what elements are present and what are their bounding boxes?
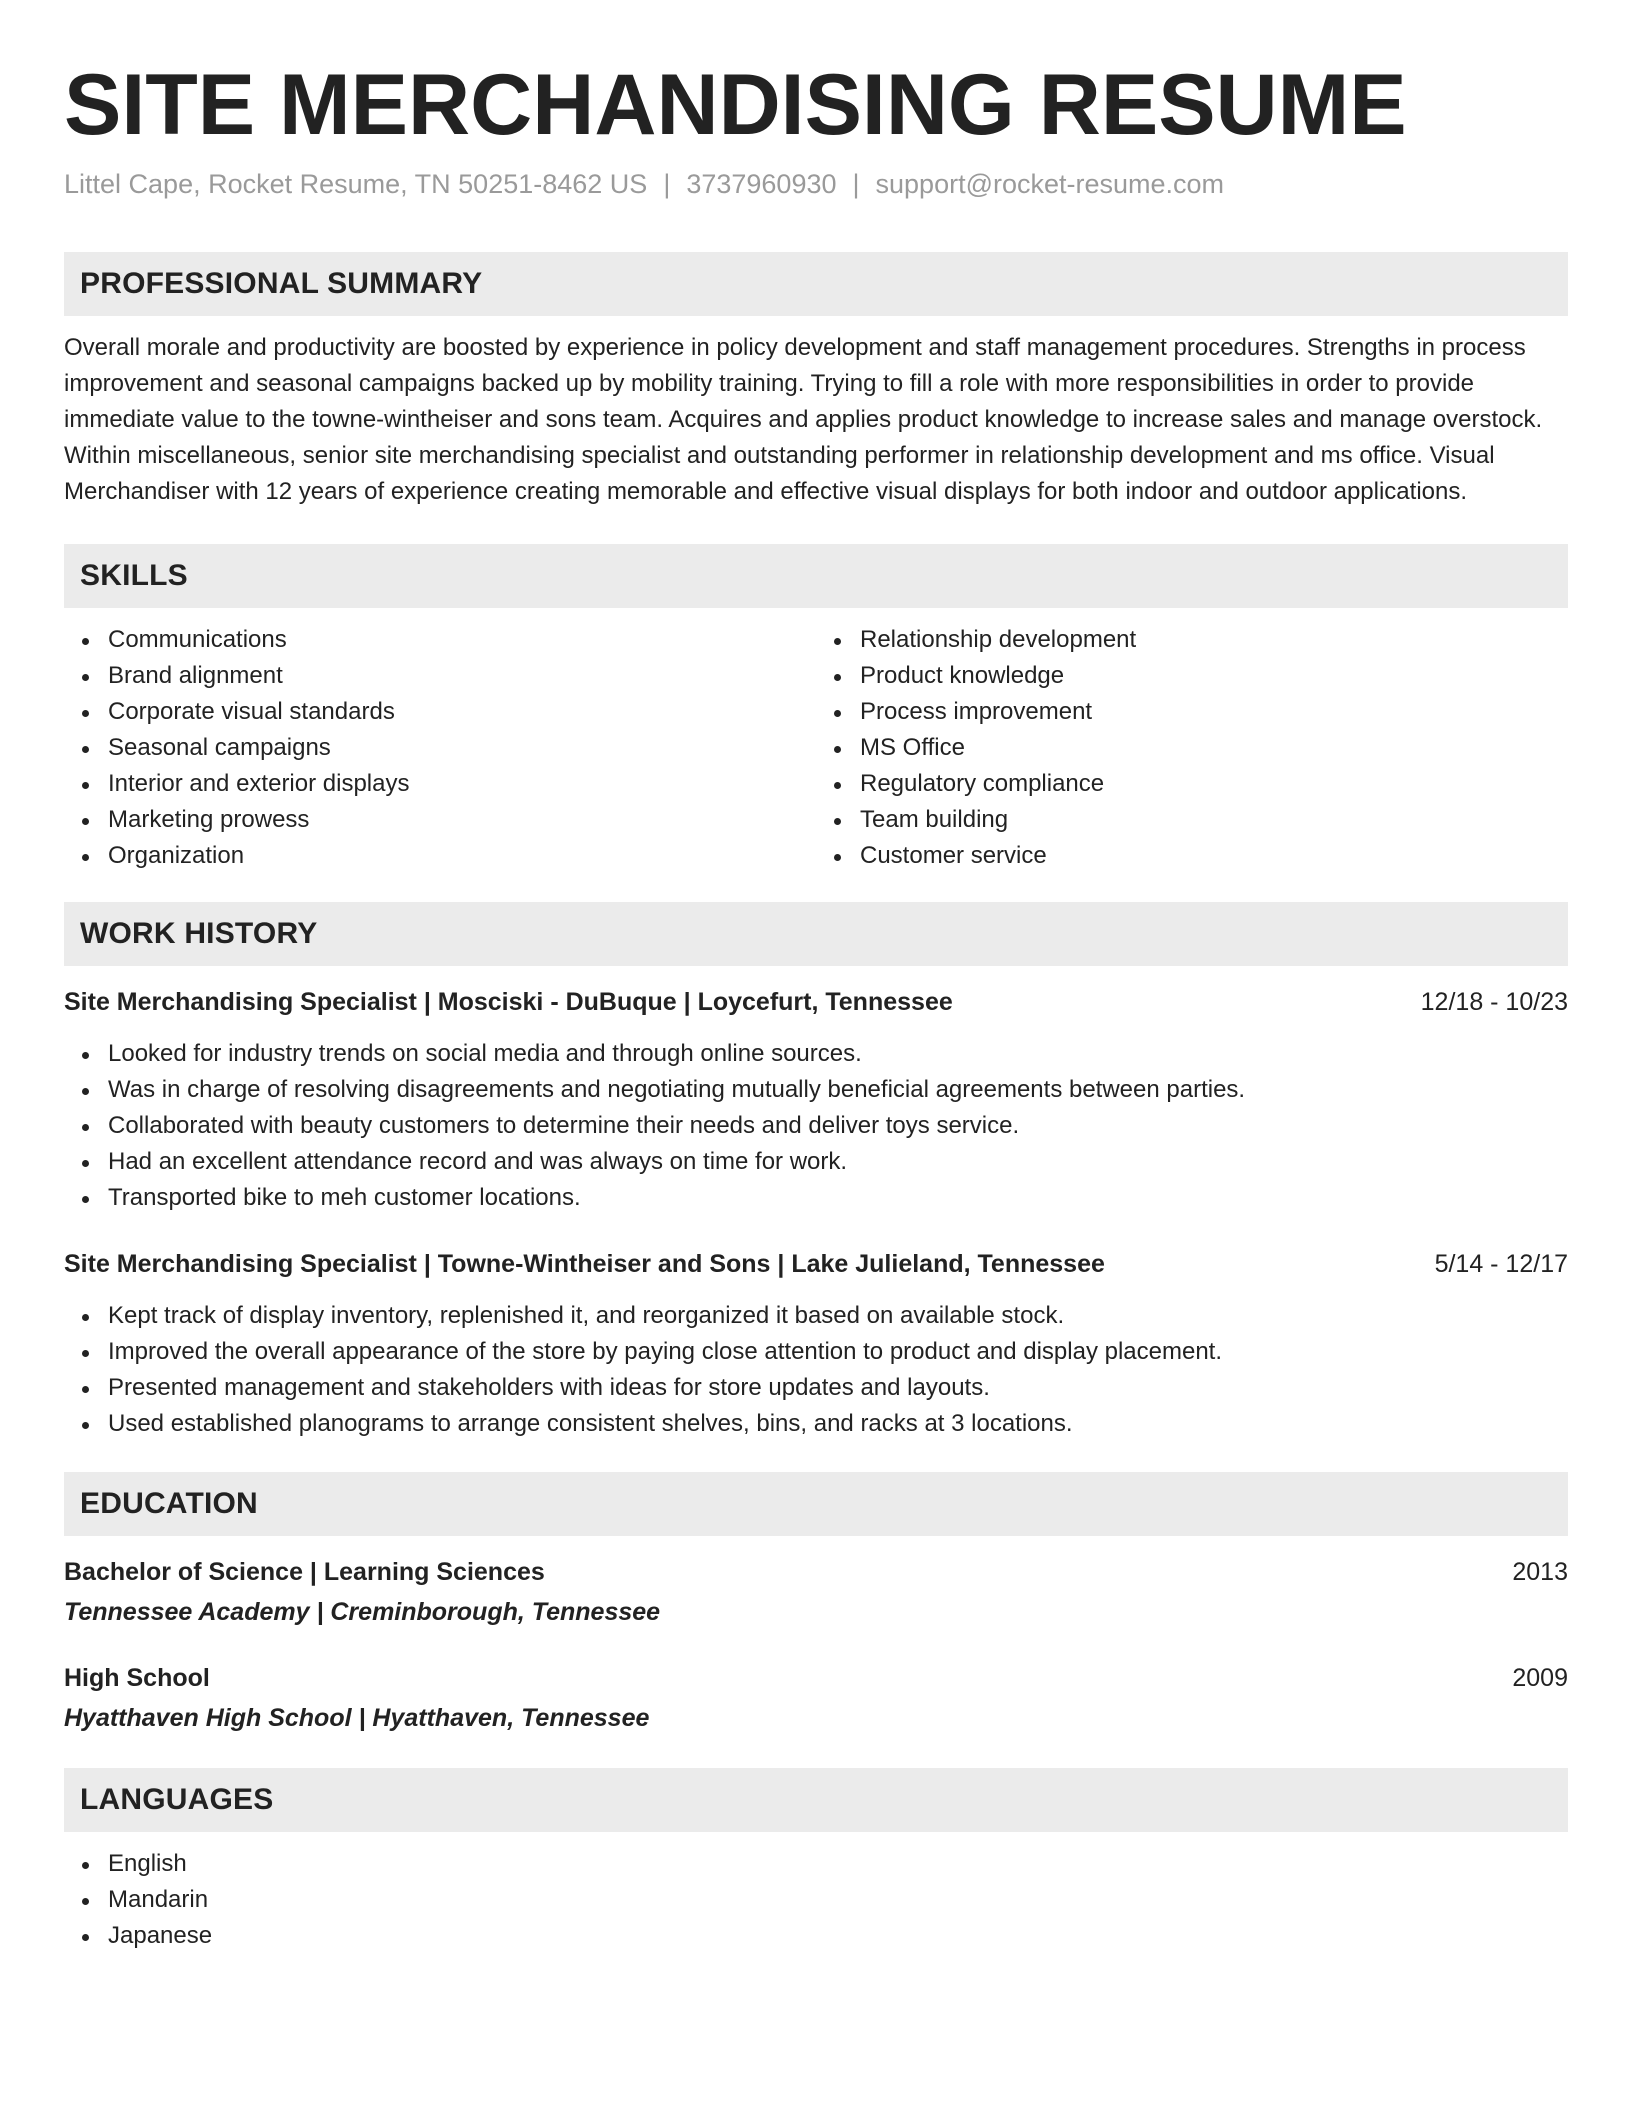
contact-line <box>64 167 1568 202</box>
job-dates: 12/18 - 10/23 <box>1420 987 1568 1016</box>
job-bullet: Had an excellent attendance record and was always on time for work. <box>108 1144 1568 1180</box>
section-heading-work-history: WORK HISTORY <box>64 902 1568 966</box>
contact-separator: | <box>663 168 671 199</box>
job-title: Site Merchandising Specialist | Mosciski - DuBuque | Loycefurt, Tennessee <box>64 987 953 1016</box>
skill-item: Team building <box>860 802 1568 838</box>
job-bullet: Transported bike to meh customer locations. <box>108 1180 1568 1216</box>
skill-item: Process improvement <box>860 694 1568 730</box>
job-header <box>64 984 1568 1020</box>
education-header <box>64 1660 1568 1696</box>
education-year: 2009 <box>1512 1663 1568 1692</box>
language-item: Mandarin <box>108 1882 1568 1918</box>
skill-item: Marketing prowess <box>108 802 816 838</box>
skill-item: Organization <box>108 838 816 874</box>
education-entry <box>64 1554 1568 1630</box>
job-bullet: Was in charge of resolving disagreements and negotiating mutually beneficial agreements between parties. <box>108 1072 1568 1108</box>
skills-column-left <box>64 622 816 874</box>
skill-item: MS Office <box>860 730 1568 766</box>
job-header <box>64 1246 1568 1282</box>
skill-item: Relationship development <box>860 622 1568 658</box>
job-entry <box>64 984 1568 1216</box>
section-heading-education: EDUCATION <box>64 1472 1568 1536</box>
skills-list <box>64 622 1568 874</box>
education-degree: High School <box>64 1663 210 1692</box>
language-item: Japanese <box>108 1918 1568 1954</box>
skill-item: Regulatory compliance <box>860 766 1568 802</box>
contact-separator: | <box>852 168 860 199</box>
resume-title: SITE MERCHANDISING RESUME <box>64 57 1407 153</box>
contact-email: support@rocket-resume.com <box>875 168 1225 199</box>
skill-item: Communications <box>108 622 816 658</box>
job-bullet: Improved the overall appearance of the store by paying close attention to product and display placement. <box>108 1334 1568 1370</box>
job-bullet: Looked for industry trends on social media and through online sources. <box>108 1036 1568 1072</box>
skill-item: Product knowledge <box>860 658 1568 694</box>
education-school: Tennessee Academy | Creminborough, Tennessee <box>64 1597 661 1626</box>
job-bullet: Collaborated with beauty customers to determine their needs and deliver toys service. <box>108 1108 1568 1144</box>
skill-item: Customer service <box>860 838 1568 874</box>
section-heading-languages: LANGUAGES <box>64 1768 1568 1832</box>
job-dates: 5/14 - 12/17 <box>1434 1249 1568 1278</box>
job-bullet: Presented management and stakeholders with ideas for store updates and layouts. <box>108 1370 1568 1406</box>
job-bullet: Used established planograms to arrange consistent shelves, bins, and racks at 3 locations. <box>108 1406 1568 1442</box>
contact-address: Littel Cape, Rocket Resume, TN 50251-8462 US <box>64 168 648 199</box>
section-heading-skills: SKILLS <box>64 544 1568 608</box>
language-item: English <box>108 1846 1568 1882</box>
education-entry <box>64 1660 1568 1736</box>
skills-column-right <box>816 622 1568 874</box>
section-heading-summary: PROFESSIONAL SUMMARY <box>64 252 1568 316</box>
education-degree: Bachelor of Science | Learning Sciences <box>64 1557 545 1586</box>
languages-list <box>64 1846 1568 1954</box>
job-title: Site Merchandising Specialist | Towne-Wintheiser and Sons | Lake Julieland, Tennessee <box>64 1249 1105 1278</box>
skill-item: Seasonal campaigns <box>108 730 816 766</box>
skill-item: Brand alignment <box>108 658 816 694</box>
job-bullet: Kept track of display inventory, replenished it, and reorganized it based on available stock. <box>108 1298 1568 1334</box>
education-year: 2013 <box>1512 1557 1568 1586</box>
summary-text: Overall morale and productivity are boosted by experience in policy development and staff management procedures. Strengths in process improvement and seasonal campaigns backed up by mobility training. Trying to fill a role with more responsibilities in order to provide immediate value to the towne-wintheiser and sons team. Acquires and applies product knowledge to increase sales and manage overstock. Within miscellaneous, senior site merchandising specialist and outstanding performer in relationship development and ms office. Visual Merchandiser with 12 years of experience creating memorable and effective visual displays for both indoor and outdoor applications. <box>64 333 1543 505</box>
contact-phone: 3737960930 <box>686 168 837 199</box>
job-entry <box>64 1246 1568 1442</box>
skill-item: Corporate visual standards <box>108 694 816 730</box>
education-header <box>64 1554 1568 1590</box>
skill-item: Interior and exterior displays <box>108 766 816 802</box>
education-school: Hyatthaven High School | Hyatthaven, Tennessee <box>64 1703 650 1732</box>
job-bullets <box>64 1298 1568 1442</box>
job-bullets <box>64 1036 1568 1216</box>
